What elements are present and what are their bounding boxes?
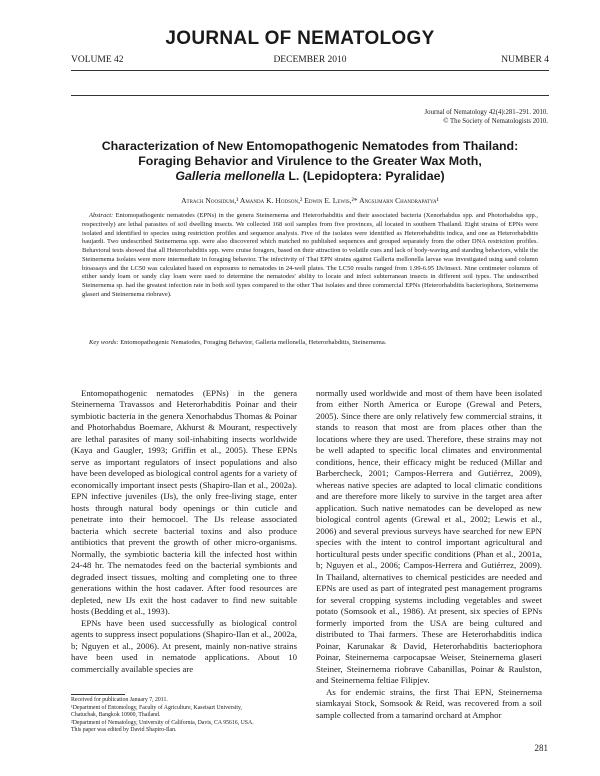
footnote-affiliation-2: ²Department of Nematology, University of California, Davis, CA 95616, USA.: [71, 719, 254, 726]
header-rule-top: [71, 70, 549, 71]
volume-label: VOLUME 42: [71, 55, 124, 65]
body-paragraph: normally used worldwide and most of them have been isolated from either North America or Europe (Grewal and Peters, 2005). Since there are only relatively few commercial strains, it stands to reason that most are from places other than the locations where they are used. Therefore, these strains may not be well adapted to specific local climates and environmental conditions, hence, their efficacy might be reduced (Millar and Barbercheck, 2001; Campos-Herrera and Gutiérrez, 2009), whereas native species are adapted to local climatic conditions and are therefore more likely to survive in the target area after application. Such native nematodes can be developed as new biological control agents (Grewal et al., 2002; Lewis et al., 2006) and several previous surveys have searched for new EPN species with the intent to control important agricultural and horticultural pests under specific conditions (Phan et al., 2001a, b; Nguyen et al., 2006; Campos-Herrera and Gutiérrez, 2009). In Thailand, alternatives to chemical pesticides are needed and EPNs are used as part of integrated pest management programs for several cropping systems including vegetables and sweet potato (Somsook et al., 1986). At present, six species of EPNs formerly imported from the USA are being cultured and distributed to Thai farmers. These are Heterorhabditis indica Poinar, Karunakar & David, Heterorhabditis bacteriophora Poinar, Steinernema carpocapsae Weiser, Steinernema glaseri Steiner, Steinernema riobrave Cabanillas, Poinar & Raulston, and Steinernema feltiae Filipjev.: [316, 388, 542, 686]
title-line: [70, 169, 550, 184]
footnote-editor: This paper was edited by David Shapiro-Ilan.: [71, 727, 177, 734]
body-column-right: [316, 388, 542, 721]
footnote-received: Received for publication January 7, 2011.: [71, 697, 168, 703]
citation-block: [425, 108, 548, 126]
issue-date: DECEMBER 2010: [273, 55, 347, 65]
footnote-affiliation-1: ¹Department of Entomology, Faculty of Agriculture, Kasetsart University,: [71, 704, 242, 711]
footnote-affiliation-1-cont: Chatuchak, Bangkok 10900, Thailand.: [71, 712, 161, 719]
page-number: 281: [534, 743, 548, 753]
keywords-label: Key words:: [89, 339, 119, 346]
article-title: [70, 139, 550, 184]
header-rule-bottom: [71, 95, 549, 96]
citation-line: Journal of Nematology 42(4):281–291. 2010.: [424, 109, 548, 116]
title-species: Galleria mellonella: [175, 169, 285, 183]
copyright-line: © The Society of Nematologists 2010.: [443, 118, 548, 125]
keywords-text: Entomopathogenic Nematodes, Foraging Behavior, Galleria mellonella, Heterorhabditis, Steinernema.: [118, 339, 387, 346]
journal-title: JOURNAL OF NEMATOLOGY: [165, 28, 435, 49]
issue-meta-row: [71, 55, 549, 69]
abstract: [82, 212, 538, 300]
issue-number: NUMBER 4: [501, 55, 549, 65]
title-line-rest: L. (Lepidoptera: Pyralidae): [284, 169, 445, 183]
footnotes: [71, 697, 297, 735]
footnote-rule: [71, 694, 125, 695]
abstract-text: Entomopathogenic nematodes (EPNs) in the genera Steinernema and Heterorhabditis and their associated bacteria (Xenorhabdus spp. and Photorhabdus spp., respectively) are lethal parasites of soil dwelling insects. We collected 168 soil samples from five provinces, all located in southern Thailand. Eight strains of EPNs were isolated and identified to species using restriction profiles and sequence analysis. Five of the isolates were identified as Heterorhabditis indica, and one as Heterorhabditis baujardi. Two undescribed Steinernema spp. were also discovered which matched no published sequences and grouped separately from the other DNA restriction profiles. Behavioral tests showed that all Heterorhabditis spp. were cruise foragers, based on their attraction to volatile cues and lack of body-waving and standing behaviors, while the Steinernema isolates were more intermediate in foraging behavior. The infectivity of Thai EPN strains against Galleria mellonella larvae was investigated using sand column bioassays and the LC50 was calculated based on exposures to nematodes in 24-well plates. The LC50 results ranged from 1.99-6.95 IJs/insect. Nine centimeter columns of either sandy loam or sandy clay loam were used to determine the nematodes' ability to locate and infect subterranean insects in different soil types. The undescribed Steinernema sp. had the greatest infection rate in both soil types compared to the other Thai isolates and three commercial EPNs (Heterorhabditis bacteriophora, Steinernema glaseri and Steinernema riobrave).: [82, 212, 538, 298]
body-paragraph: Entomopathogenic nematodes (EPNs) in the genera Steinernema Travassos and Heterorhabditis Poinar and their symbiotic bacteria in the genera Xenorhabdus Thomas & Poinar and Photorhabdus Boemare, Akhurst & Mourant, respectively are lethal parasites of many soil-inhabiting insects worldwide (Kaya and Gaugler, 1993; Griffin et al., 2005). These EPNs serve as important regulators of insect populations and also have been developed as biological control agents for a variety of economically important insect pests (Shapiro-Ilan et al., 2002a). EPN infective juveniles (IJs), the only free-living stage, enter hosts through natural body openings or thin cuticle and penetrate into their hemocoel. The IJs release associated bacteria which secrete bacterial toxins and also produce antibiotics that prevent the growth of other micro-organisms. Normally, the symbiotic bacteria kill the infected host within 24-48 hr. The nematodes feed on the bacterial symbionts and degraded insect tissues, molting and completing one to three generations within the host cadaver. After food resources are depleted, new IJs exit the host cadaver to find new suitable hosts (Bedding et al., 1993).: [71, 388, 297, 617]
body-column-left: [71, 388, 297, 675]
body-paragraph: As for endemic strains, the first Thai EPN, Steinernema siamkayai Stock, Somsook & Reid, was recovered from a soil sample collected from a tamarind orchard at Amphor: [316, 686, 542, 720]
title-line: Characterization of New Entomopathogenic Nematodes from Thailand:: [101, 139, 519, 153]
title-line: Foraging Behavior and Virulence to the Greater Wax Moth,: [138, 154, 482, 168]
body-paragraph: EPNs have been used successfully as biological control agents to suppress insect populations (Shapiro-Ilan et al., 2002a, b; Nguyen et al., 2006). At present, mainly non-native strains have been used in nematode applications. About 10 commercially available species are: [71, 617, 297, 674]
author-list: Atrach Noosidum,¹ Amanda K. Hodson,² Edwin E. Lewis,²* Angsumarn Chandrapatya¹: [181, 196, 439, 205]
abstract-label: Abstract:: [89, 212, 114, 219]
keywords: [82, 339, 538, 348]
